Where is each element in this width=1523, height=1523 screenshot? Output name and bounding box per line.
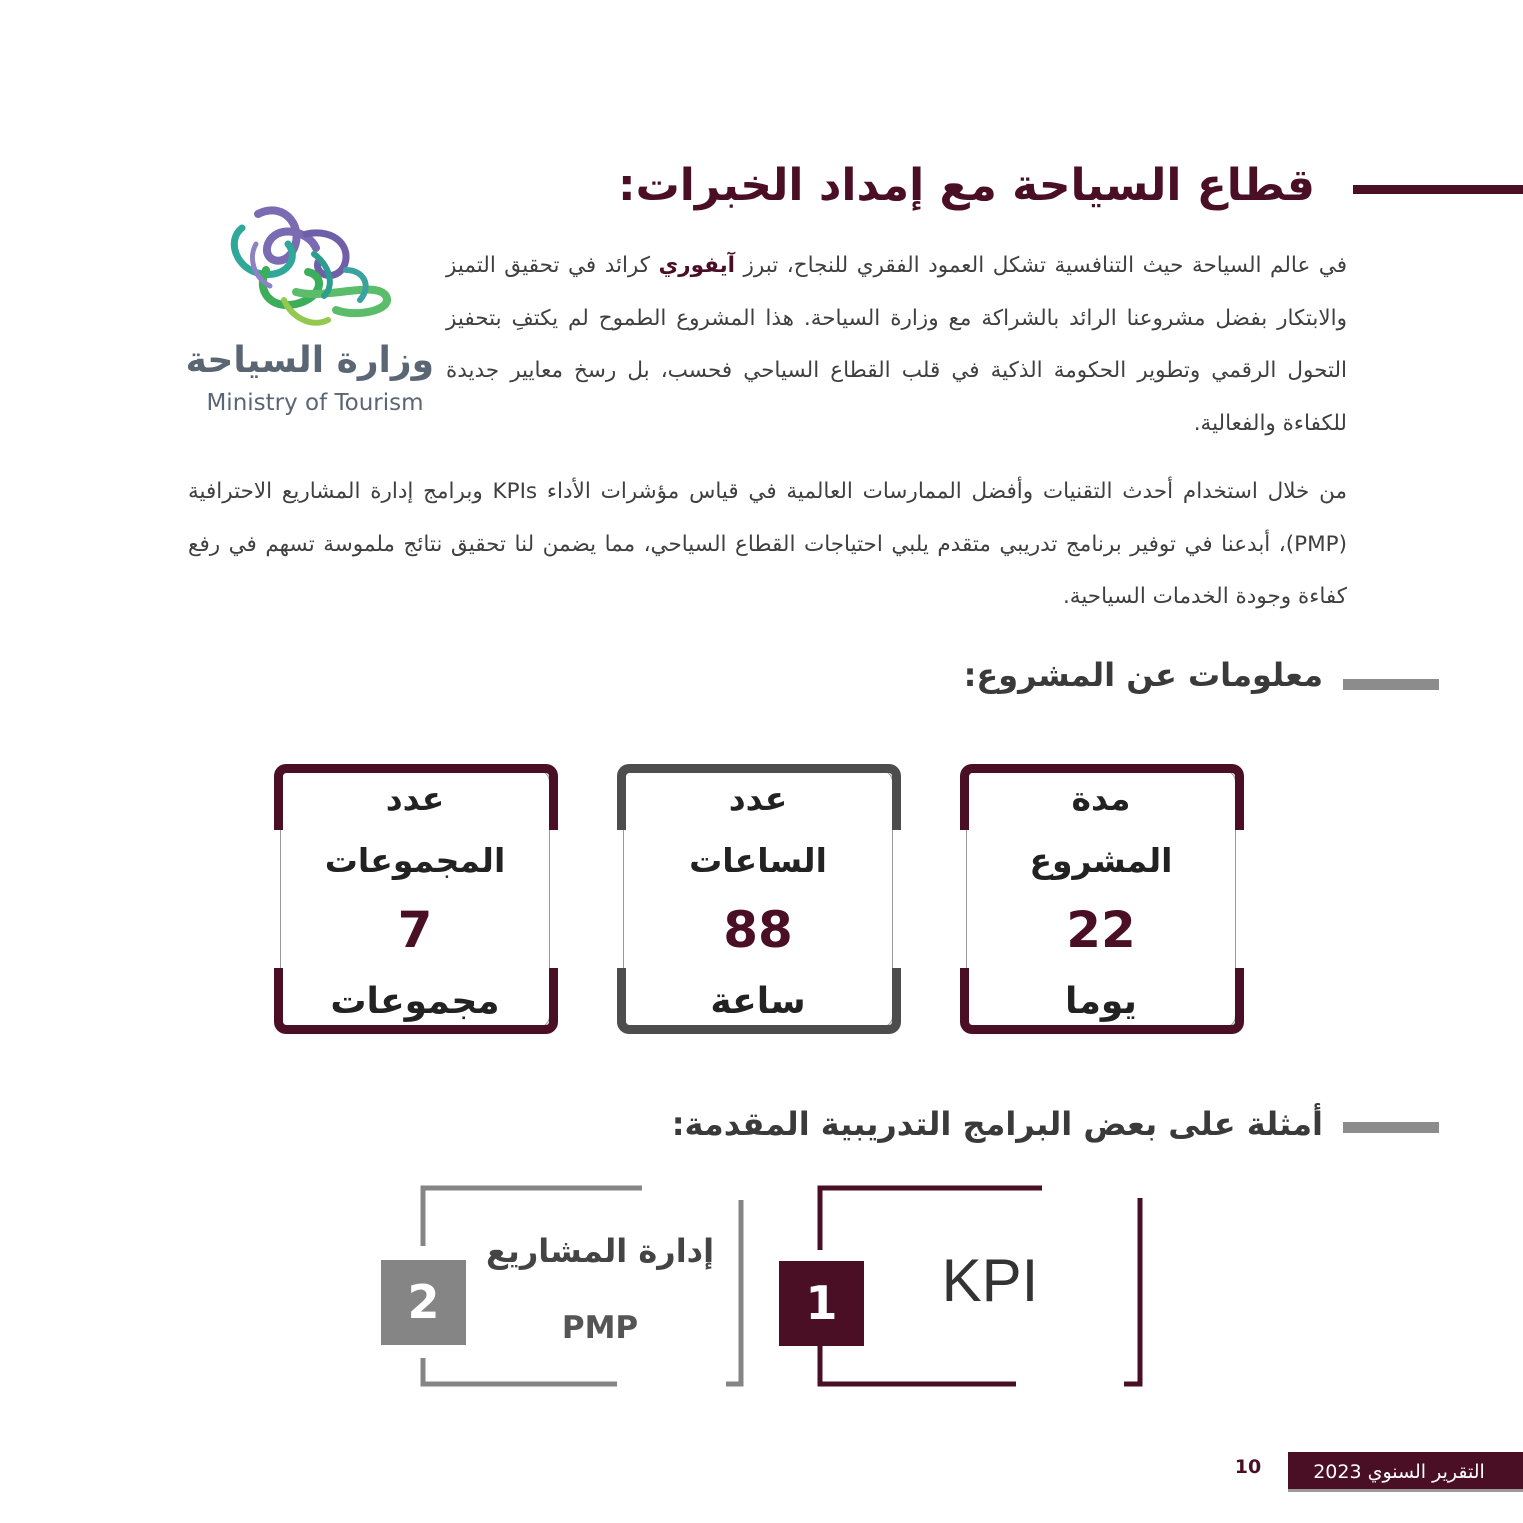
programs-title: أمثلة على بعض البرامج التدريبية المقدمة: bbox=[671, 1105, 1323, 1143]
programs-rule bbox=[1343, 1122, 1439, 1133]
program-kpi-label: KPI bbox=[941, 1247, 1039, 1314]
stat-label-line2: المشروع bbox=[1029, 841, 1173, 880]
stat-label-line1: مدة bbox=[1071, 779, 1131, 818]
body-paragraph: من خلال استخدام أحدث التقنيات وأفضل الممارسات العالمية في قياس مؤشرات الأداء KPIs وبرامج إدارة المشاريع الاحترافية (PMP)، أبدعنا في توفير برنامج تدريبي متقدم يلبي احتياجات القطاع السياحي، مما يضمن لنا تحقيق نتائج ملموسة تسهم في رفع كفاءة وجودة الخدمات السياحية. bbox=[188, 479, 1347, 609]
page-title: قطاع السياحة مع إمداد الخبرات: bbox=[617, 160, 1315, 211]
page-number: 10 bbox=[1234, 1456, 1262, 1478]
intro-text-end: كرائد في تحقيق التميز والابتكار بفضل مشروعنا الرائد بالشراكة مع وزارة السياحة. هذا المشروع الطموح لم يكتفِ بتحفيز التحول الرقمي وتطوير الحكومة الذكية في قلب القطاع السياحي فحسب، بل رسخ معايير جديدة للكفاءة والفعالية. bbox=[446, 253, 1347, 436]
stat-value: 7 bbox=[397, 901, 433, 959]
stat-card-duration bbox=[966, 770, 1236, 1028]
logo-english-text: Ministry of Tourism bbox=[206, 390, 424, 416]
program-pmp-arabic-label: إدارة المشاريع bbox=[485, 1232, 715, 1270]
program-pmp-english-label: PMP bbox=[561, 1310, 639, 1346]
footer-rule bbox=[1288, 1489, 1523, 1492]
program-number-1: 1 bbox=[779, 1261, 864, 1346]
stat-value: 88 bbox=[723, 901, 793, 959]
stat-card-groups bbox=[280, 770, 550, 1028]
brand-name: آيفوري bbox=[658, 253, 736, 278]
intro-text-start: في عالم السياحة حيث التنافسية تشكل العمود الفقري للنجاح، تبرز bbox=[735, 253, 1347, 278]
project-info-rule bbox=[1343, 679, 1439, 690]
intro-paragraph bbox=[446, 240, 1347, 450]
program-number-2: 2 bbox=[381, 1260, 466, 1345]
stat-unit: ساعة bbox=[710, 981, 806, 1022]
footer-report-title: التقرير السنوي 2023 bbox=[1313, 1461, 1485, 1483]
stat-value: 22 bbox=[1066, 901, 1136, 959]
stat-unit: يوما bbox=[1065, 981, 1137, 1022]
project-info-title: معلومات عن المشروع: bbox=[963, 656, 1323, 694]
stat-unit: مجموعات bbox=[330, 981, 500, 1022]
stat-card-hours bbox=[623, 770, 893, 1028]
logo-arabic-text: وزارة السياحة bbox=[185, 340, 434, 381]
stat-label-line1: عدد bbox=[728, 779, 788, 818]
stat-label-line2: المجموعات bbox=[324, 841, 506, 880]
stat-label-line2: الساعات bbox=[689, 841, 827, 880]
stat-label-line1: عدد bbox=[385, 779, 445, 818]
title-rule bbox=[1353, 185, 1523, 194]
